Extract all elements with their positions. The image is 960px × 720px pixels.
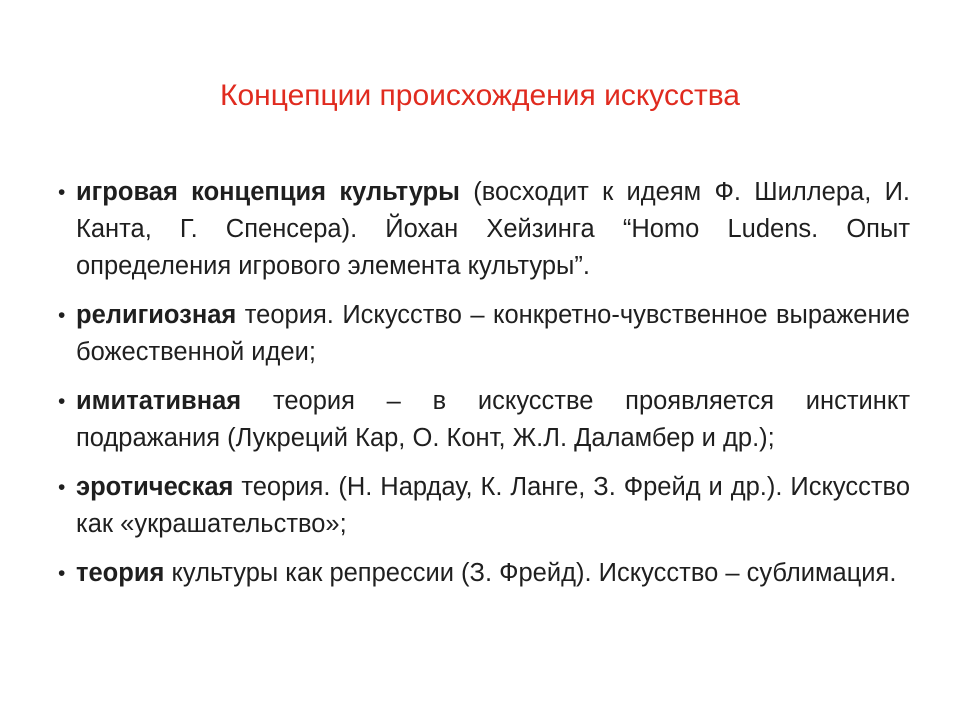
bullet-text: (восходит к идеям Ф. Шиллера, И. Канта, Г. Спенсера). Йохан Хейзинга “Homo Ludens. Опыт определения игрового элемента культуры”. [76,178,910,280]
bullet-list [58,174,910,604]
bullet-item-religious-theory [58,297,910,371]
bullet-icon: • [58,304,66,327]
bullet-term: религиозная [76,301,237,329]
bullet-text: теория. Искусство – конкретно-чувственное выражение божественной идеи; [76,301,910,366]
bullet-icon: • [58,390,66,413]
slide-title: Концепции происхождения искусства [220,79,740,112]
bullet-item-repression-theory [58,555,910,592]
bullet-text: культуры как репрессии (З. Фрейд). Искусство – сублимация. [164,559,897,587]
bullet-item-game-concept [58,174,910,285]
bullet-text: теория. (Н. Нардау, К. Ланге, З. Фрейд и др.). Искусство как «украшательство»; [76,473,910,538]
bullet-text: теория – в искусстве проявляется инстинкт подражания (Лукреций Кар, О. Конт, Ж.Л. Даламбер и др.); [76,387,910,452]
bullet-icon: • [58,562,66,585]
bullet-icon: • [58,476,66,499]
bullet-term: игровая концепция культуры [76,178,460,206]
bullet-term: имитативная [76,387,242,415]
bullet-item-erotic-theory [58,469,910,543]
bullet-term: эротическая [76,473,234,501]
bullet-icon: • [58,181,66,204]
bullet-term: теория [76,559,165,587]
bullet-item-imitative-theory [58,383,910,457]
